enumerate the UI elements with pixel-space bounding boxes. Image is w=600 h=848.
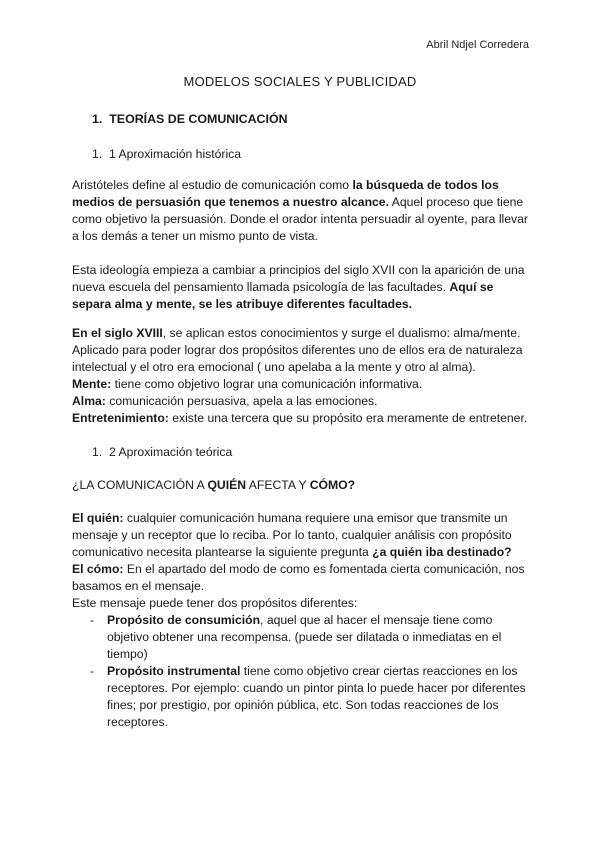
text-line: a los demás a tener un mismo punto de vista. xyxy=(72,229,318,243)
text-line: intelectual y el otro era emocional ( uno apelaba a la mente y otro al alma). xyxy=(72,360,476,374)
subsection-number: 1. xyxy=(92,147,103,161)
bold-run: Mente: xyxy=(72,377,112,391)
subsection-label: 2 Aproximación teórica xyxy=(108,445,233,459)
text-run: tiene como objetivo crear ciertas reacciones en los xyxy=(240,664,518,678)
bold-run: El cómo: xyxy=(72,562,124,576)
text-line: como objetivo la persuasión. Donde el orador intenta persuadir al oyente, para llevar xyxy=(72,212,528,226)
text-line: objetivo obtener una recompensa. (puede ser dilatada o inmediatas en el xyxy=(107,630,502,644)
bold-run: Alma: xyxy=(72,394,106,408)
paragraph-quien-como xyxy=(72,510,532,612)
text-run: comunicativo necesita plantearse la siguiente pregunta xyxy=(72,545,373,559)
bold-run: CÓMO? xyxy=(309,478,356,492)
text-line: receptores. Por ejemplo: cuando un pintor pinta lo puede hacer por diferentes xyxy=(107,681,526,695)
bold-run: El quién: xyxy=(72,511,124,525)
bold-run: Aquí se xyxy=(449,280,494,294)
text-run: cualquier comunicación humana requiere una emisor que transmite un xyxy=(123,511,508,525)
text-run: nueva escuela del pensamiento llamada psicología de las facultades. xyxy=(72,280,450,294)
bold-run: medios de persuasión que tenemos a nuestro alcance. xyxy=(72,195,389,209)
paragraph-ideologia xyxy=(72,262,532,313)
bullet-dash: - xyxy=(90,613,95,627)
bold-run: QUIÉN xyxy=(207,478,247,492)
text-line: mensaje y un receptor que lo reciba. Por lo tanto, cualquier análisis con propósito xyxy=(72,528,512,542)
text-line: basamos en el mensaje. xyxy=(72,579,205,593)
subsection-number: 1. xyxy=(92,445,103,459)
text-run: Aristóteles define al estudio de comunicación como xyxy=(72,178,353,192)
text-run: En el apartado del modo de como es fomentada cierta comunicación, nos xyxy=(123,562,525,576)
text-line: tiempo) xyxy=(107,647,148,661)
bold-run: ¿a quién iba destinado? xyxy=(372,545,512,559)
text-run: , se aplican estos conocimientos y surge el dualismo: alma/mente. xyxy=(162,326,521,340)
bold-run: separa alma y mente, se les atribuye diferentes facultades. xyxy=(72,297,413,311)
text-run: comunicación persuasiva, apela a las emociones. xyxy=(105,394,378,408)
text-line: Aplicado para poder lograr dos propósitos diferentes uno de ellos era de naturaleza xyxy=(72,343,523,357)
paragraph-siglo-xviii xyxy=(72,325,532,427)
text-run: Aquel proceso que tiene xyxy=(388,195,524,209)
question-heading xyxy=(72,477,532,494)
bold-run: Entretenimiento: xyxy=(72,411,169,425)
section-number: 1. xyxy=(92,112,103,126)
bold-run: la búsqueda de todos los xyxy=(352,178,499,192)
author-name: Abril Ndjel Corredera xyxy=(426,39,529,51)
text-run: , aquel que al hacer el mensaje tiene como xyxy=(260,613,493,627)
text-run: AFECTA Y xyxy=(246,478,310,492)
subsection-heading-historica xyxy=(92,147,241,161)
text-run: existe una tercera que su propósito era meramente de entretener. xyxy=(168,411,528,425)
subsection-label: 1 Aproximación histórica xyxy=(108,147,242,161)
text-run: ¿LA COMUNICACIÓN A xyxy=(72,478,208,492)
bold-run: En el siglo XVIII xyxy=(72,326,163,340)
text-line: Este mensaje puede tener dos propósitos diferentes: xyxy=(72,596,358,610)
bullet-dash: - xyxy=(90,664,95,678)
text-line: Esta ideología empieza a cambiar a principios del siglo XVII con la aparición de una xyxy=(72,263,525,277)
section-label: TEORÍAS DE COMUNICACIÓN xyxy=(109,112,288,126)
subsection-heading-teorica xyxy=(92,445,232,459)
bold-run: Propósito instrumental xyxy=(107,664,241,678)
text-line: fines; por prestigio, por opinión pública, etc. Son todas reacciones de los xyxy=(107,698,499,712)
bold-run: Propósito de consumición xyxy=(107,613,261,627)
section-heading-teorias xyxy=(92,112,288,126)
paragraph-aristoteles xyxy=(72,177,532,245)
text-run: tiene como objetivo lograr una comunicación informativa. xyxy=(111,377,423,391)
document-title: MODELOS SOCIALES Y PUBLICIDAD xyxy=(183,74,417,89)
text-line: receptores. xyxy=(107,715,168,729)
